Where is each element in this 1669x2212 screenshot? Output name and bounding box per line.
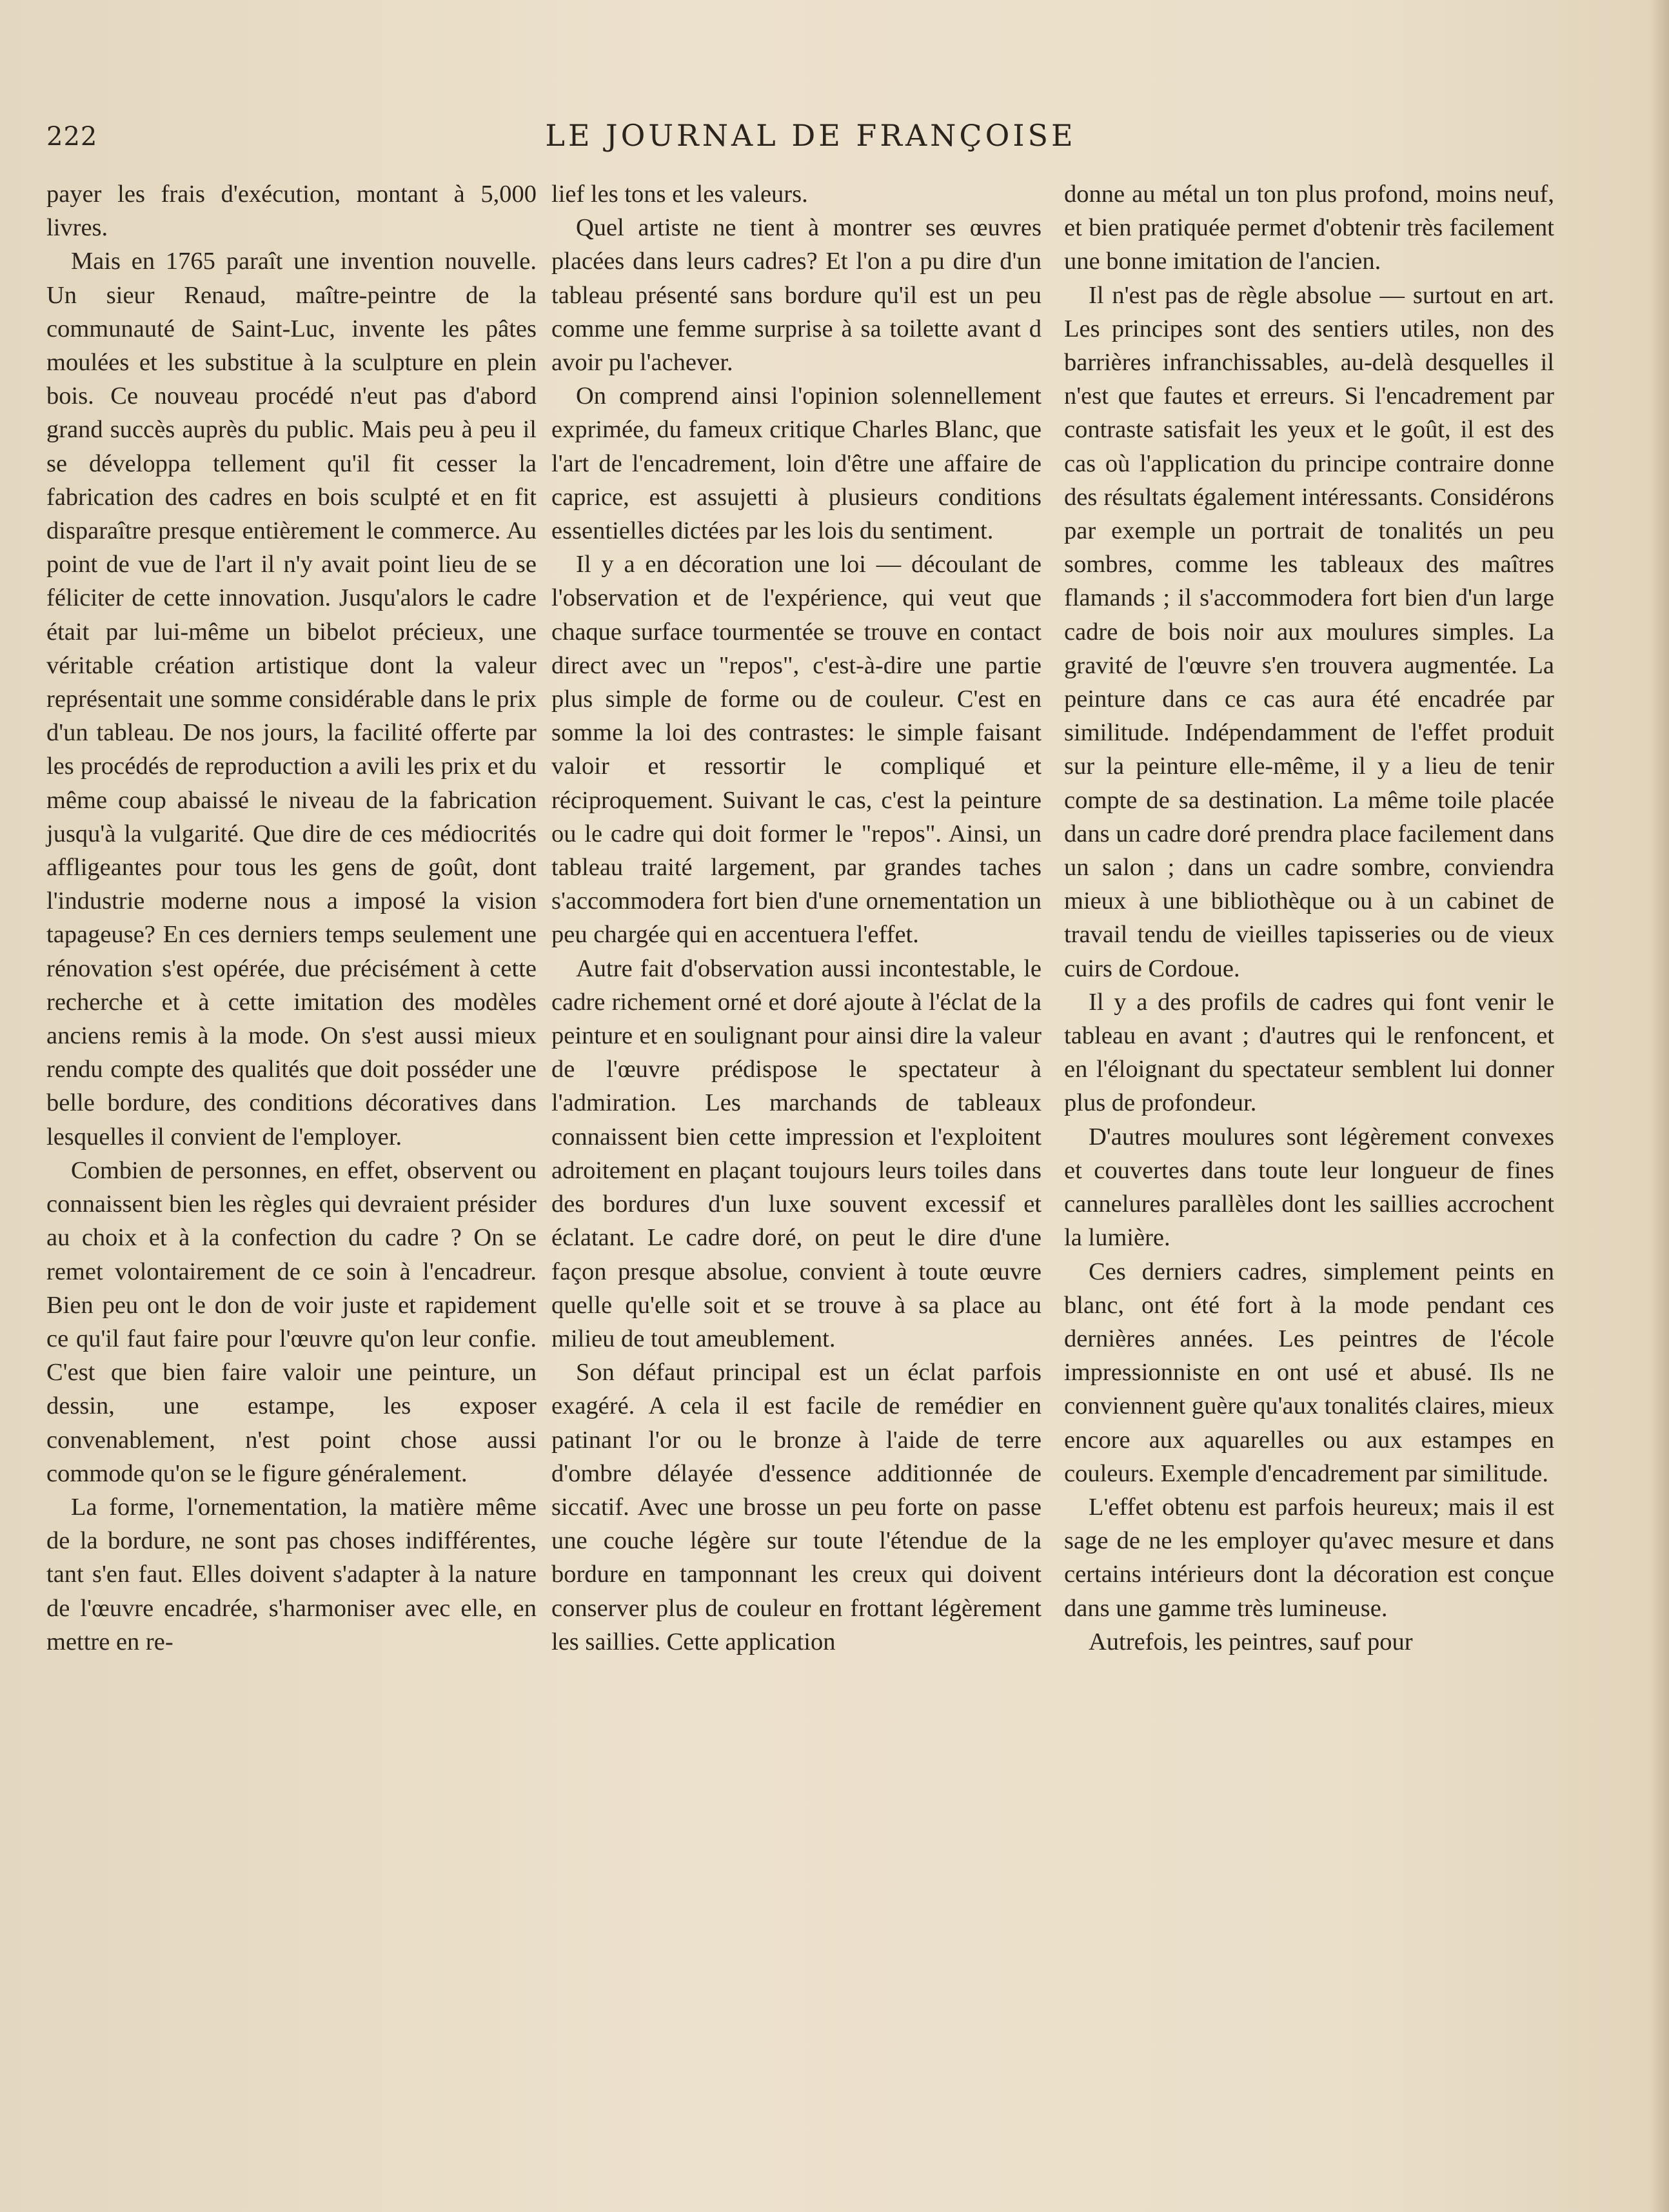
paragraph: Ces derniers cadres, simplement peints en blanc, ont été fort à la mode pendant ces dernières années. Les peintres de l'école impressionniste en ont usé et abusé. Ils ne conviennent guère qu'aux tonalités claires, mieux encore aux aquarelles ou aux estampes en couleurs. Exemple d'encadrement par similitude. — [1064, 1258, 1554, 1487]
page-edge-shadow — [1650, 0, 1669, 2212]
paragraph: Il y a en décoration une loi — découlant de l'observation et de l'expérience, qui veut que chaque surface tourmentée se trouve en contact direct avec un "repos", c'est-à-dire une partie plus simple de forme ou de couleur. C'est en somme la loi des contrastes: le simple faisant valoir et ressortir le compliqué et réciproquement. Suivant le cas, c'est la peinture ou le cadre qui doit former le "repos". Ainsi, un tableau traité largement, par grandes taches s'accommodera fort bien d'une ornementation un peu chargée qui en accentuera l'effet. — [551, 551, 1042, 949]
article-columns — [46, 177, 1575, 2144]
column-2 — [551, 177, 1042, 1659]
paragraph: D'autres moulures sont légèrement convexes et couvertes dans toute leur longueur de fines cannelures parallèles dont les saillies accrochent la lumière. — [1064, 1123, 1554, 1252]
page-number: 222 — [46, 122, 98, 152]
paragraph: Il n'est pas de règle absolue — surtout en art. Les principes sont des sentiers utiles, non des barrières infranchissables, au-delà desquelles il n'est que fautes et erreurs. Si l'encadrement par contraste satisfait les yeux et le goût, il est des cas où l'application du principe contraire donne des résultats également intéressants. Considérons par exemple un portrait de tonalités un peu sombres, comme les tableaux des maîtres flamands ; il s'accommodera fort bien d'un large cadre de bois noir aux moulures simples. La gravité de l'œuvre s'en trouvera augmentée. La peinture dans ce cas aura été encadrée par similitude. Indépendamment de l'effet produit sur la peinture elle-même, il y a lieu de tenir compte de sa destination. La même toile placée dans un cadre doré prendra place facilement dans un salon ; dans un cadre sombre, conviendra mieux à une bibliothèque ou à un cabinet de travail tendu de vieilles tapisseries ou de vieux cuirs de Cordoue. — [1064, 281, 1554, 982]
paragraph: Il y a des profils de cadres qui font venir le tableau en avant ; d'autres qui le renfoncent, et en l'éloignant du spectateur semblent lui donner plus de profondeur. — [1064, 988, 1554, 1117]
page-header — [46, 113, 1575, 171]
column-1 — [46, 177, 537, 1659]
paragraph: La forme, l'ornementation, la matière même de la bordure, ne sont pas choses indifférentes, tant s'en faut. Elles doivent s'adapter à la nature de l'œuvre encadrée, s'harmoniser avec elle, en mettre en re- — [46, 1493, 537, 1655]
column-3 — [1064, 177, 1554, 1659]
journal-title: LE JOURNAL DE FRANÇOISE — [545, 118, 1076, 153]
paragraph: payer les frais d'exécution, montant à 5,000 livres. — [46, 181, 537, 242]
paragraph: Quel artiste ne tient à montrer ses œuvres placées dans leurs cadres? Et l'on a pu dire d'un tableau présenté sans bordure qu'il est un peu comme une femme surprise à sa toilette avant d avoir pu l'achever. — [551, 214, 1042, 377]
paragraph: Autre fait d'observation aussi incontestable, le cadre richement orné et doré ajoute à l'éclat de la peinture et en soulignant pour ainsi dire la valeur de l'œuvre prédispose le spectateur à l'admiration. Les marchands de tableaux connaissent bien cette impression et l'exploitent adroitement en plaçant toujours leurs toiles dans des bordures d'un luxe souvent excessif et éclatant. Le cadre doré, on peut le dire d'une façon presque absolue, convient à toute œuvre quelle qu'elle soit et se trouve à sa place au milieu de tout ameublement. — [551, 954, 1042, 1352]
paragraph: L'effet obtenu est parfois heureux; mais il est sage de ne les employer qu'avec mesure et dans certains intérieurs dont la décoration est conçue dans une gamme très lumineuse. — [1064, 1493, 1554, 1622]
paragraph: Son défaut principal est un éclat parfois exagéré. A cela il est facile de remédier en patinant l'or ou le bronze à l'aide de terre d'ombre délayée d'essence additionnée de siccatif. Avec une brosse un peu forte on passe une couche légère sur toute l'étendue de la bordure en tamponnant les creux qui doivent conserver plus de couleur en frottant légèrement les saillies. Cette application — [551, 1359, 1042, 1655]
paragraph: Mais en 1765 paraît une invention nouvelle. Un sieur Renaud, maître-peintre de la communauté de Saint-Luc, invente les pâtes moulées et les substitue à la sculpture en plein bois. Ce nouveau procédé n'eut pas d'abord grand succès auprès du public. Mais peu à peu il se développa tellement qu'il fit cesser la fabrication des cadres en bois sculpté et en fit disparaître presque entièrement le commerce. Au point de vue de l'art il n'y avait point lieu de se féliciter de cette innovation. Jusqu'alors le cadre était par lui-même un bibelot précieux, une véritable création artistique dont la valeur représentait une somme considérable dans le prix d'un tableau. De nos jours, la facilité offerte par les procédés de reproduction a avili les prix et du même coup abaissé le niveau de la fabrication jusqu'à la vulgarité. Que dire de ces médiocrités affligeantes pour tous les gens de goût, dont l'industrie moderne nous a imposé la vision tapageuse? En ces derniers temps seulement une rénovation s'est opérée, due précisément à cette recherche et à cette imitation des modèles anciens remis à la mode. On s'est aussi mieux rendu compte des qualités que doit posséder une belle bordure, des conditions décoratives dans lesquelles il convient de l'employer. — [46, 248, 537, 1150]
paragraph: Combien de personnes, en effet, observent ou connaissent bien les règles qui devraient présider au choix et à la confection du cadre ? On se remet volontairement de ce soin à l'encadreur. Bien peu ont le don de voir juste et rapidement ce qu'il faut faire pour l'œuvre qu'on leur confie. C'est que bien faire valoir une peinture, un dessin, une estampe, les exposer convenablement, n'est point chose aussi commode qu'on se le figure généralement. — [46, 1156, 537, 1487]
paragraph: On comprend ainsi l'opinion solennellement exprimée, du fameux critique Charles Blanc, que l'art de l'encadrement, loin d'être une affaire de caprice, est assujetti à plusieurs conditions essentielles dictées par les lois du sentiment. — [551, 382, 1042, 545]
paragraph: donne au métal un ton plus profond, moins neuf, et bien pratiquée permet d'obtenir très facilement une bonne imitation de l'ancien. — [1064, 181, 1554, 275]
paragraph: Autrefois, les peintres, sauf pour — [1089, 1628, 1413, 1655]
paragraph: lief les tons et les valeurs. — [551, 181, 808, 208]
